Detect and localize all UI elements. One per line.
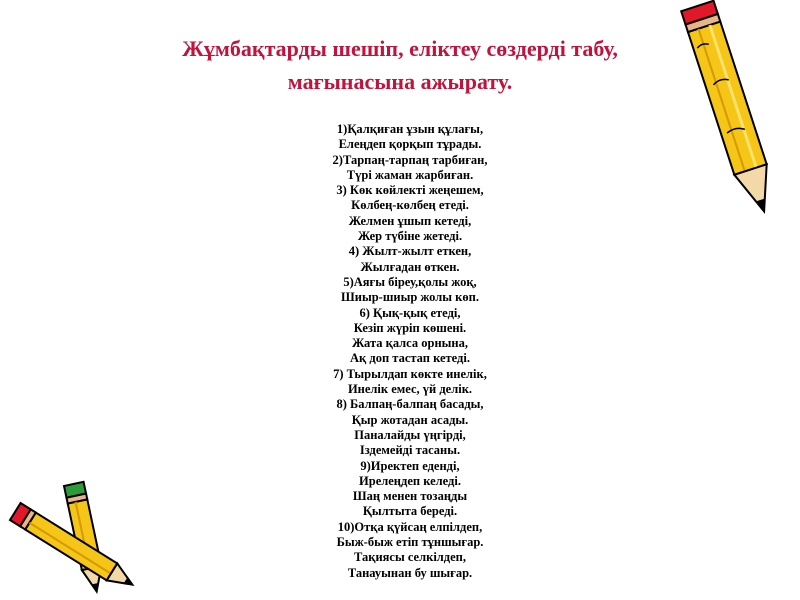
riddle-line: Қылтыта береді. [362, 504, 458, 519]
riddle-line: Ирелеңдеп келеді. [359, 473, 461, 488]
slide-title [60, 32, 740, 98]
riddle-line: 7) Тырылдап көкте инелік, [333, 366, 487, 381]
riddle-line: Қыр жотадан асады. [351, 412, 469, 427]
riddle-line: 8) Балпаң-балпаң басады, [336, 397, 484, 412]
riddle-line: Жата қалса орнына, [351, 336, 469, 351]
riddle-line: 9)Иректеп еденді, [360, 458, 460, 473]
riddle-line: 4) Жылт-жылт еткен, [348, 244, 472, 259]
riddle-line: Инелік емес, үй делік. [347, 382, 473, 397]
crossed-pencils-icon [0, 478, 150, 598]
pencil-icon [640, 0, 785, 248]
riddle-line: Шиыр-шиыр жолы көп. [341, 290, 479, 305]
riddle-line: 3) Көк көйлекті жеңешем, [336, 183, 484, 198]
riddle-line: Ақ доп тастап кетеді. [350, 351, 470, 366]
riddle-line: Танауынан бу шығар. [347, 565, 473, 580]
riddle-line: 2)Тарпаң-тарпаң тарбиған, [332, 152, 488, 167]
riddle-line: Іздемейді тасаны. [359, 443, 461, 458]
riddle-line: Жылғадан өткен. [360, 259, 460, 274]
riddle-line: Елеңдеп қорқып тұрады. [338, 137, 482, 152]
riddle-line: Шаң менен тозаңды [352, 489, 468, 504]
title-line-2: мағынасына ажырату. [287, 69, 513, 94]
riddle-line: Тақиясы селкілдеп, [353, 550, 467, 565]
riddle-line: 1)Қалқиған ұзын құлағы, [336, 122, 484, 136]
riddle-line: Жер түбіне жетеді. [357, 229, 463, 244]
riddle-line: Быж-быж етіп тұншығар. [336, 535, 484, 550]
riddle-list [240, 122, 580, 581]
riddle-line: 10)Отқа қүйсаң елпілдеп, [337, 519, 483, 534]
riddle-line: 6) Қық-қық етеді, [359, 305, 461, 320]
riddle-line: Паналайды үңгірді, [354, 427, 466, 442]
riddle-line: Кезіп жүріп көшені. [353, 320, 467, 335]
riddle-line: Көлбең-көлбең етеді. [351, 198, 469, 213]
riddle-line: Түрі жаман жарбиған. [346, 167, 474, 182]
title-line-1: Жұмбақтарды шешіп, еліктеу сөздерді табу, [182, 36, 618, 61]
riddle-line: Желмен ұшып кетеді, [348, 213, 472, 228]
riddle-line: 5)Аяғы біреу,қолы жоқ, [343, 274, 477, 289]
